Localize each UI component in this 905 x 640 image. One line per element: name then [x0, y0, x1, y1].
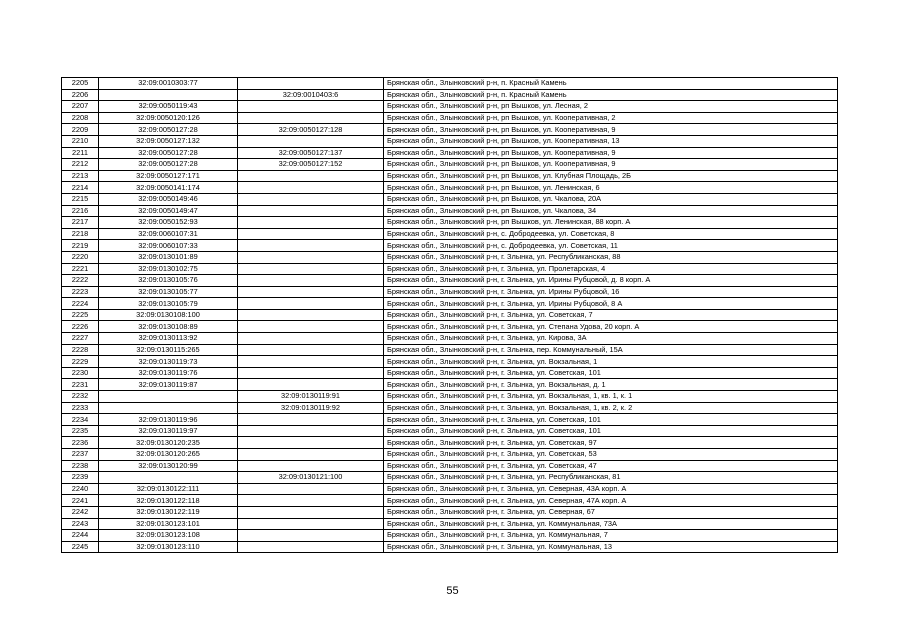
- cadastral-number-cell: 32:09:0130119:96: [99, 414, 238, 426]
- linked-cadastral-number-cell: [238, 275, 384, 287]
- linked-cadastral-number-cell: [238, 228, 384, 240]
- address-cell: Брянская обл., Злынковский р-н, г. Злынка, ул. Вокзальная, д. 1: [384, 379, 838, 391]
- linked-cadastral-number-cell: 32:09:0050127:128: [238, 124, 384, 136]
- row-number-cell: 2217: [62, 217, 99, 229]
- cadastral-number-cell: [99, 472, 238, 484]
- row-number-cell: 2212: [62, 159, 99, 171]
- cadastral-number-cell: 32:09:0130122:118: [99, 495, 238, 507]
- row-number-cell: 2237: [62, 449, 99, 461]
- linked-cadastral-number-cell: [238, 298, 384, 310]
- linked-cadastral-number-cell: [238, 101, 384, 113]
- linked-cadastral-number-cell: 32:09:0010403:6: [238, 89, 384, 101]
- cadastral-number-cell: 32:09:0050127:132: [99, 135, 238, 147]
- cadastral-number-cell: 32:09:0130102:75: [99, 263, 238, 275]
- address-cell: Брянская обл., Злынковский р-н, рп Вышков, ул. Кооперативная, 9: [384, 124, 838, 136]
- linked-cadastral-number-cell: [238, 356, 384, 368]
- table-row: [62, 286, 838, 298]
- address-cell: Брянская обл., Злынковский р-н, г. Злынка, ул. Вокзальная, 1, кв. 2, к. 2: [384, 402, 838, 414]
- cadastral-number-cell: 32:09:0060107:31: [99, 228, 238, 240]
- row-number-cell: 2210: [62, 135, 99, 147]
- address-cell: Брянская обл., Злынковский р-н, рп Вышков, ул. Чкалова, 20А: [384, 193, 838, 205]
- address-cell: Брянская обл., Злынковский р-н, г. Злынка, ул. Вокзальная, 1, кв. 1, к. 1: [384, 391, 838, 403]
- row-number-cell: 2224: [62, 298, 99, 310]
- address-cell: Брянская обл., Злынковский р-н, г. Злынка, ул. Коммунальная, 7: [384, 530, 838, 542]
- row-number-cell: 2226: [62, 321, 99, 333]
- cadastral-number-cell: 32:09:0050149:47: [99, 205, 238, 217]
- linked-cadastral-number-cell: [238, 333, 384, 345]
- address-cell: Брянская обл., Злынковский р-н, г. Злынка, ул. Вокзальная, 1: [384, 356, 838, 368]
- address-cell: Брянская обл., Злынковский р-н, г. Злынка, ул. Советская, 47: [384, 460, 838, 472]
- cadastral-number-cell: 32:09:0060107:33: [99, 240, 238, 252]
- address-cell: Брянская обл., Злынковский р-н, г. Злынка, ул. Степана Удова, 20 корп. А: [384, 321, 838, 333]
- table-row: [62, 356, 838, 368]
- linked-cadastral-number-cell: [238, 541, 384, 553]
- linked-cadastral-number-cell: [238, 518, 384, 530]
- linked-cadastral-number-cell: [238, 367, 384, 379]
- linked-cadastral-number-cell: [238, 425, 384, 437]
- address-cell: Брянская обл., Злынковский р-н, г. Злынка, ул. Коммунальная, 73А: [384, 518, 838, 530]
- row-number-cell: 2221: [62, 263, 99, 275]
- table-row: [62, 425, 838, 437]
- row-number-cell: 2234: [62, 414, 99, 426]
- table-row: [62, 217, 838, 229]
- row-number-cell: 2228: [62, 344, 99, 356]
- cadastral-number-cell: 32:09:0130119:97: [99, 425, 238, 437]
- row-number-cell: 2225: [62, 309, 99, 321]
- linked-cadastral-number-cell: [238, 506, 384, 518]
- cadastral-number-cell: 32:09:0130119:76: [99, 367, 238, 379]
- table-row: [62, 495, 838, 507]
- table-row: [62, 170, 838, 182]
- address-cell: Брянская обл., Злынковский р-н, рп Вышков, ул. Кооперативная, 9: [384, 159, 838, 171]
- table-row: [62, 402, 838, 414]
- row-number-cell: 2211: [62, 147, 99, 159]
- linked-cadastral-number-cell: [238, 170, 384, 182]
- linked-cadastral-number-cell: [238, 217, 384, 229]
- table-row: [62, 147, 838, 159]
- row-number-cell: 2242: [62, 506, 99, 518]
- linked-cadastral-number-cell: [238, 483, 384, 495]
- linked-cadastral-number-cell: [238, 344, 384, 356]
- cadastral-number-cell: 32:09:0130115:265: [99, 344, 238, 356]
- cadastral-number-cell: 32:09:0130122:111: [99, 483, 238, 495]
- linked-cadastral-number-cell: [238, 193, 384, 205]
- row-number-cell: 2220: [62, 251, 99, 263]
- table-row: [62, 379, 838, 391]
- row-number-cell: 2215: [62, 193, 99, 205]
- cadastral-number-cell: [99, 391, 238, 403]
- row-number-cell: 2235: [62, 425, 99, 437]
- row-number-cell: 2239: [62, 472, 99, 484]
- cadastral-number-cell: 32:09:0130108:100: [99, 309, 238, 321]
- address-cell: Брянская обл., Злынковский р-н, с. Добродеевка, ул. Советская, 11: [384, 240, 838, 252]
- cadastral-number-cell: 32:09:0050152:93: [99, 217, 238, 229]
- table-row: [62, 240, 838, 252]
- address-cell: Брянская обл., Злынковский р-н, п. Красный Камень: [384, 78, 838, 90]
- page-number: 55: [446, 585, 459, 597]
- linked-cadastral-number-cell: [238, 437, 384, 449]
- address-cell: Брянская обл., Злынковский р-н, рп Вышков, ул. Лесная, 2: [384, 101, 838, 113]
- address-cell: Брянская обл., Злынковский р-н, рп Вышков, ул. Кооперативная, 2: [384, 112, 838, 124]
- table-row: [62, 541, 838, 553]
- address-cell: Брянская обл., Злынковский р-н, г. Злынка, ул. Северная, 43А корп. А: [384, 483, 838, 495]
- table-row: [62, 321, 838, 333]
- table-row: [62, 309, 838, 321]
- row-number-cell: 2230: [62, 367, 99, 379]
- table-row: [62, 275, 838, 287]
- address-cell: Брянская обл., Злынковский р-н, г. Злынка, ул. Республиканская, 88: [384, 251, 838, 263]
- row-number-cell: 2245: [62, 541, 99, 553]
- address-cell: Брянская обл., Злынковский р-н, г. Злынка, ул. Северная, 67: [384, 506, 838, 518]
- address-cell: Брянская обл., Злынковский р-н, г. Злынка, ул. Советская, 53: [384, 449, 838, 461]
- cadastral-number-cell: 32:09:0050127:28: [99, 124, 238, 136]
- address-cell: Брянская обл., Злынковский р-н, г. Злынка, пер. Коммунальный, 15А: [384, 344, 838, 356]
- address-cell: Брянская обл., Злынковский р-н, рп Вышков, ул. Кооперативная, 13: [384, 135, 838, 147]
- table-row: [62, 263, 838, 275]
- linked-cadastral-number-cell: [238, 251, 384, 263]
- linked-cadastral-number-cell: 32:09:0050127:152: [238, 159, 384, 171]
- row-number-cell: 2213: [62, 170, 99, 182]
- row-number-cell: 2222: [62, 275, 99, 287]
- cadastral-number-cell: 32:09:0130120:265: [99, 449, 238, 461]
- cadastral-table-body: [62, 78, 838, 553]
- cadastral-number-cell: 32:09:0130120:99: [99, 460, 238, 472]
- linked-cadastral-number-cell: [238, 240, 384, 252]
- cadastral-number-cell: 32:09:0130105:77: [99, 286, 238, 298]
- table-row: [62, 460, 838, 472]
- linked-cadastral-number-cell: [238, 286, 384, 298]
- cadastral-number-cell: [99, 89, 238, 101]
- table-row: [62, 112, 838, 124]
- address-cell: Брянская обл., Злынковский р-н, г. Злынка, ул. Ирины Рубцовой, д. 8 корп. А: [384, 275, 838, 287]
- cadastral-number-cell: 32:09:0130113:92: [99, 333, 238, 345]
- row-number-cell: 2240: [62, 483, 99, 495]
- table-row: [62, 251, 838, 263]
- address-cell: Брянская обл., Злынковский р-н, г. Злынка, ул. Советская, 101: [384, 414, 838, 426]
- table-row: [62, 449, 838, 461]
- table-row: [62, 483, 838, 495]
- cadastral-number-cell: 32:09:0010303:77: [99, 78, 238, 90]
- row-number-cell: 2244: [62, 530, 99, 542]
- cadastral-number-cell: 32:09:0130119:87: [99, 379, 238, 391]
- cadastral-number-cell: 32:09:0050127:28: [99, 159, 238, 171]
- table-row: [62, 89, 838, 101]
- linked-cadastral-number-cell: [238, 449, 384, 461]
- row-number-cell: 2233: [62, 402, 99, 414]
- table-row: [62, 367, 838, 379]
- address-cell: Брянская обл., Злынковский р-н, г. Злынка, ул. Республиканская, 81: [384, 472, 838, 484]
- cadastral-number-cell: 32:09:0130123:110: [99, 541, 238, 553]
- table-row: [62, 205, 838, 217]
- linked-cadastral-number-cell: [238, 78, 384, 90]
- linked-cadastral-number-cell: [238, 530, 384, 542]
- table-row: [62, 414, 838, 426]
- cadastral-number-cell: 32:09:0050119:43: [99, 101, 238, 113]
- address-cell: Брянская обл., Злынковский р-н, рп Вышков, ул. Ленинская, 6: [384, 182, 838, 194]
- table-row: [62, 135, 838, 147]
- table-row: [62, 228, 838, 240]
- row-number-cell: 2229: [62, 356, 99, 368]
- cadastral-number-cell: [99, 402, 238, 414]
- table-row: [62, 182, 838, 194]
- linked-cadastral-number-cell: [238, 460, 384, 472]
- cadastral-number-cell: 32:09:0130123:101: [99, 518, 238, 530]
- table-row: [62, 124, 838, 136]
- address-cell: Брянская обл., Злынковский р-н, г. Злынка, ул. Советская, 101: [384, 367, 838, 379]
- table-row: [62, 193, 838, 205]
- row-number-cell: 2206: [62, 89, 99, 101]
- cadastral-number-cell: 32:09:0130105:76: [99, 275, 238, 287]
- row-number-cell: 2231: [62, 379, 99, 391]
- row-number-cell: 2209: [62, 124, 99, 136]
- cadastral-number-cell: 32:09:0050141:174: [99, 182, 238, 194]
- row-number-cell: 2208: [62, 112, 99, 124]
- cadastral-number-cell: 32:09:0130120:235: [99, 437, 238, 449]
- linked-cadastral-number-cell: [238, 495, 384, 507]
- linked-cadastral-number-cell: [238, 321, 384, 333]
- cadastral-number-cell: 32:09:0130123:108: [99, 530, 238, 542]
- row-number-cell: 2219: [62, 240, 99, 252]
- table-row: [62, 518, 838, 530]
- cadastral-number-cell: 32:09:0130105:79: [99, 298, 238, 310]
- table-row: [62, 78, 838, 90]
- row-number-cell: 2214: [62, 182, 99, 194]
- address-cell: Брянская обл., Злынковский р-н, г. Злынка, ул. Советская, 7: [384, 309, 838, 321]
- address-cell: Брянская обл., Злынковский р-н, г. Злынка, ул. Кирова, 3А: [384, 333, 838, 345]
- linked-cadastral-number-cell: 32:09:0130121:100: [238, 472, 384, 484]
- table-row: [62, 101, 838, 113]
- linked-cadastral-number-cell: 32:09:0050127:137: [238, 147, 384, 159]
- address-cell: Брянская обл., Злынковский р-н, п. Красный Камень: [384, 89, 838, 101]
- address-cell: Брянская обл., Злынковский р-н, рп Вышков, ул. Ленинская, 88 корп. А: [384, 217, 838, 229]
- cadastral-number-cell: 32:09:0050127:28: [99, 147, 238, 159]
- cadastral-number-cell: 32:09:0050149:46: [99, 193, 238, 205]
- table-row: [62, 472, 838, 484]
- row-number-cell: 2238: [62, 460, 99, 472]
- table-row: [62, 159, 838, 171]
- table-row: [62, 391, 838, 403]
- row-number-cell: 2218: [62, 228, 99, 240]
- cadastral-number-cell: 32:09:0050127:171: [99, 170, 238, 182]
- address-cell: Брянская обл., Злынковский р-н, рп Вышков, ул. Клубная Площадь, 2Б: [384, 170, 838, 182]
- table-row: [62, 530, 838, 542]
- cadastral-table: [61, 77, 838, 553]
- address-cell: Брянская обл., Злынковский р-н, рп Вышков, ул. Чкалова, 34: [384, 205, 838, 217]
- table-row: [62, 333, 838, 345]
- row-number-cell: 2243: [62, 518, 99, 530]
- row-number-cell: 2241: [62, 495, 99, 507]
- row-number-cell: 2205: [62, 78, 99, 90]
- row-number-cell: 2232: [62, 391, 99, 403]
- row-number-cell: 2223: [62, 286, 99, 298]
- row-number-cell: 2216: [62, 205, 99, 217]
- table-row: [62, 506, 838, 518]
- cadastral-number-cell: 32:09:0130122:119: [99, 506, 238, 518]
- linked-cadastral-number-cell: 32:09:0130119:92: [238, 402, 384, 414]
- linked-cadastral-number-cell: [238, 205, 384, 217]
- linked-cadastral-number-cell: [238, 112, 384, 124]
- cadastral-number-cell: 32:09:0130108:89: [99, 321, 238, 333]
- address-cell: Брянская обл., Злынковский р-н, г. Злынка, ул. Пролетарская, 4: [384, 263, 838, 275]
- table-row: [62, 298, 838, 310]
- linked-cadastral-number-cell: [238, 263, 384, 275]
- address-cell: Брянская обл., Злынковский р-н, г. Злынка, ул. Коммунальная, 13: [384, 541, 838, 553]
- linked-cadastral-number-cell: 32:09:0130119:91: [238, 391, 384, 403]
- address-cell: Брянская обл., Злынковский р-н, г. Злынка, ул. Советская, 97: [384, 437, 838, 449]
- row-number-cell: 2227: [62, 333, 99, 345]
- cadastral-number-cell: 32:09:0050120:126: [99, 112, 238, 124]
- address-cell: Брянская обл., Злынковский р-н, рп Вышков, ул. Кооперативная, 9: [384, 147, 838, 159]
- table-row: [62, 437, 838, 449]
- linked-cadastral-number-cell: [238, 182, 384, 194]
- row-number-cell: 2236: [62, 437, 99, 449]
- address-cell: Брянская обл., Злынковский р-н, с. Добродеевка, ул. Советская, 8: [384, 228, 838, 240]
- cadastral-number-cell: 32:09:0130119:73: [99, 356, 238, 368]
- row-number-cell: 2207: [62, 101, 99, 113]
- address-cell: Брянская обл., Злынковский р-н, г. Злынка, ул. Ирины Рубцовой, 16: [384, 286, 838, 298]
- address-cell: Брянская обл., Злынковский р-н, г. Злынка, ул. Северная, 47А корп. А: [384, 495, 838, 507]
- address-cell: Брянская обл., Злынковский р-н, г. Злынка, ул. Советская, 101: [384, 425, 838, 437]
- table-row: [62, 344, 838, 356]
- cadastral-number-cell: 32:09:0130101:89: [99, 251, 238, 263]
- linked-cadastral-number-cell: [238, 379, 384, 391]
- linked-cadastral-number-cell: [238, 135, 384, 147]
- address-cell: Брянская обл., Злынковский р-н, г. Злынка, ул. Ирины Рубцовой, 8 А: [384, 298, 838, 310]
- linked-cadastral-number-cell: [238, 309, 384, 321]
- linked-cadastral-number-cell: [238, 414, 384, 426]
